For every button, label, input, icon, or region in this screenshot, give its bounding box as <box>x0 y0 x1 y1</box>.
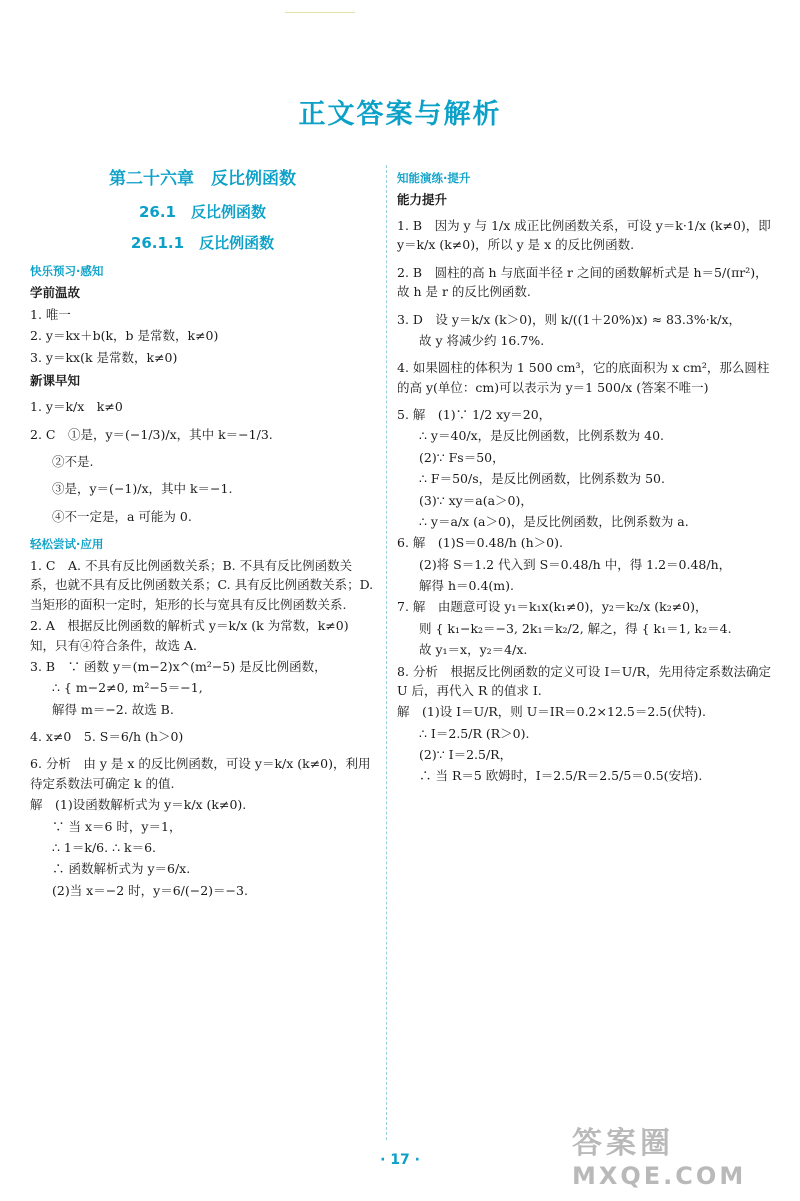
page-title: 正文答案与解析 <box>298 99 502 130</box>
answer-line: 4. x≠0 5. S＝6/h (h＞0) <box>30 729 184 744</box>
watermark-text-top: 答案圈 <box>572 1126 674 1161</box>
answer-line: 8. 分析 根据反比例函数的定义可设 I＝U/R，先用待定系数法确定 U 后，再代入 R 的值求 I. <box>397 663 771 698</box>
answer-line: 2. B 圆柱的高 h 与底面半径 r 之间的函数解析式是 h＝5/(πr²)，故 h 是 r 的反比例函数. <box>397 264 768 300</box>
answer-line: 7. 解 由题意可设 y₁＝k₁x(k₁≠0)，y₂＝k₂/x (k₂≠0)， <box>397 599 708 615</box>
answer-line: (3)∵ xy＝a(a＞0)， <box>419 492 533 508</box>
answer-line: (2)当 x＝−2 时，y＝6/(−2)＝−3. <box>52 882 248 898</box>
answer-line: ∴ I＝2.5/R (R＞0). <box>419 725 530 741</box>
page-number: · 17 · <box>380 1152 420 1168</box>
answer-line: 5. 解 (1)∵ 1/2 xy＝20， <box>397 407 552 422</box>
answer-line: 故 y₁＝x，y₂＝4/x. <box>419 642 528 658</box>
subsection-heading: 26.1.1 反比例函数 <box>130 234 275 252</box>
answer-line: 则 { k₁−k₂＝−3, 2k₁＝k₂/2, 解之，得 { k₁＝1, k₂＝4. <box>419 620 732 636</box>
answer-line: 解 (1)设函数解析式为 y＝k/x (k≠0). <box>30 797 247 813</box>
answer-line: 2. y＝kx＋b(k，b 是常数，k≠0) <box>30 328 219 344</box>
answer-line: ∴ 当 R＝5 欧姆时，I＝2.5/R＝2.5/5＝0.5(安培). <box>419 768 703 784</box>
answer-line: ②不是. <box>52 453 94 469</box>
answer-line: 3. D 设 y＝k/x (k＞0)，则 k/((1＋20%)x) ≈ 83.3%·k/x， <box>397 311 742 327</box>
subheading-review: 学前温故 <box>30 285 81 300</box>
banner-apply: 轻松尝试·应用 <box>30 537 104 551</box>
answer-line: ∴ y＝40/x，是反比例函数，比例系数为 40. <box>419 428 665 444</box>
answer-line: 1. y＝k/x k≠0 <box>30 399 123 415</box>
answer-line: 1. C A. 不具有反比例函数关系；B. 不具有反比例函数关系，也就不具有反比例函数关系；C. 具有反比例函数关系；D. 当矩形的面积一定时，矩形的长与宽具有反比例函数关系. <box>30 558 374 612</box>
answer-line: 4. 如果圆柱的体积为 1 500 cm³，它的底面积为 x cm²，那么圆柱的高 y(单位：cm)可以表示为 y＝1 500/x (答案不唯一) <box>397 360 770 395</box>
answer-line: 1. B 因为 y 与 1/x 成正比例函数关系，可设 y＝k·1/x (k≠0)，即 y＝k/x (k≠0)，所以 y 是 x 的反比例函数. <box>397 218 771 253</box>
answer-line: 2. C ①是，y＝(−1/3)/x，其中 k＝−1/3. <box>30 426 273 442</box>
answer-line: ∴ 函数解析式为 y＝6/x. <box>52 861 191 877</box>
answer-line: 6. 分析 由 y 是 x 的反比例函数，可设 y＝k/x (k≠0)，利用待定系数法可确定 k 的值. <box>30 756 371 791</box>
right-column <box>397 160 772 788</box>
left-column <box>30 160 375 902</box>
answer-line: ∴ 1＝k/6. ∴ k＝6. <box>52 839 156 855</box>
answer-line: ∴ { m−2≠0, m²−5＝−1, <box>52 680 203 696</box>
answer-line: ④不一定是，a 可能为 0. <box>52 508 192 524</box>
answer-line: 解得 h＝0.4(m). <box>419 578 514 593</box>
watermark-text-bottom: MXQE.COM <box>572 1162 747 1190</box>
banner-preview: 快乐预习·感知 <box>30 264 104 278</box>
watermark-logo <box>572 1118 777 1192</box>
column-divider <box>386 165 387 1140</box>
subheading-new-lesson: 新课早知 <box>30 373 81 389</box>
subheading-ability: 能力提升 <box>397 192 448 207</box>
banner-practice: 知能演练·提升 <box>397 171 471 185</box>
answer-line: (2)∵ I＝2.5/R， <box>419 747 513 762</box>
answer-line: ③是，y＝(−1)/x，其中 k＝−1. <box>52 481 233 497</box>
answer-line: ∵ 当 x＝6 时，y＝1， <box>52 818 182 834</box>
answer-line: 故 y 将减少约 16.7%. <box>419 332 545 348</box>
answer-line: ∴ F＝50/s，是反比例函数，比例系数为 50. <box>419 471 665 487</box>
answer-line: 1. 唯一 <box>30 307 71 322</box>
answer-line: ∴ y＝a/x (a＞0)，是反比例函数，比例系数为 a. <box>419 513 689 529</box>
top-decoration <box>285 2 355 13</box>
answer-line: 2. A 根据反比例函数的解析式 y＝k/x (k 为常数，k≠0) 知，只有④符合条件，故选 A. <box>30 618 349 653</box>
answer-line: 6. 解 (1)S＝0.48/h (h＞0). <box>397 535 563 551</box>
answer-line: 3. y＝kx(k 是常数，k≠0) <box>30 349 178 365</box>
answer-line: 解得 m＝−2. 故选 B. <box>52 701 174 717</box>
answer-line: 3. B ∵ 函数 y＝(m−2)x^(m²−5) 是反比例函数， <box>30 658 327 674</box>
chapter-heading: 第二十六章 反比例函数 <box>109 169 296 189</box>
answer-line: 解 (1)设 I＝U/R，则 U＝IR＝0.2×12.5＝2.5(伏特). <box>397 704 706 720</box>
answer-line: (2)∵ Fs＝50， <box>419 449 505 465</box>
section-heading: 26.1 反比例函数 <box>138 203 266 221</box>
answer-line: (2)将 S＝1.2 代入到 S＝0.48/h 中，得 1.2＝0.48/h， <box>419 556 732 572</box>
